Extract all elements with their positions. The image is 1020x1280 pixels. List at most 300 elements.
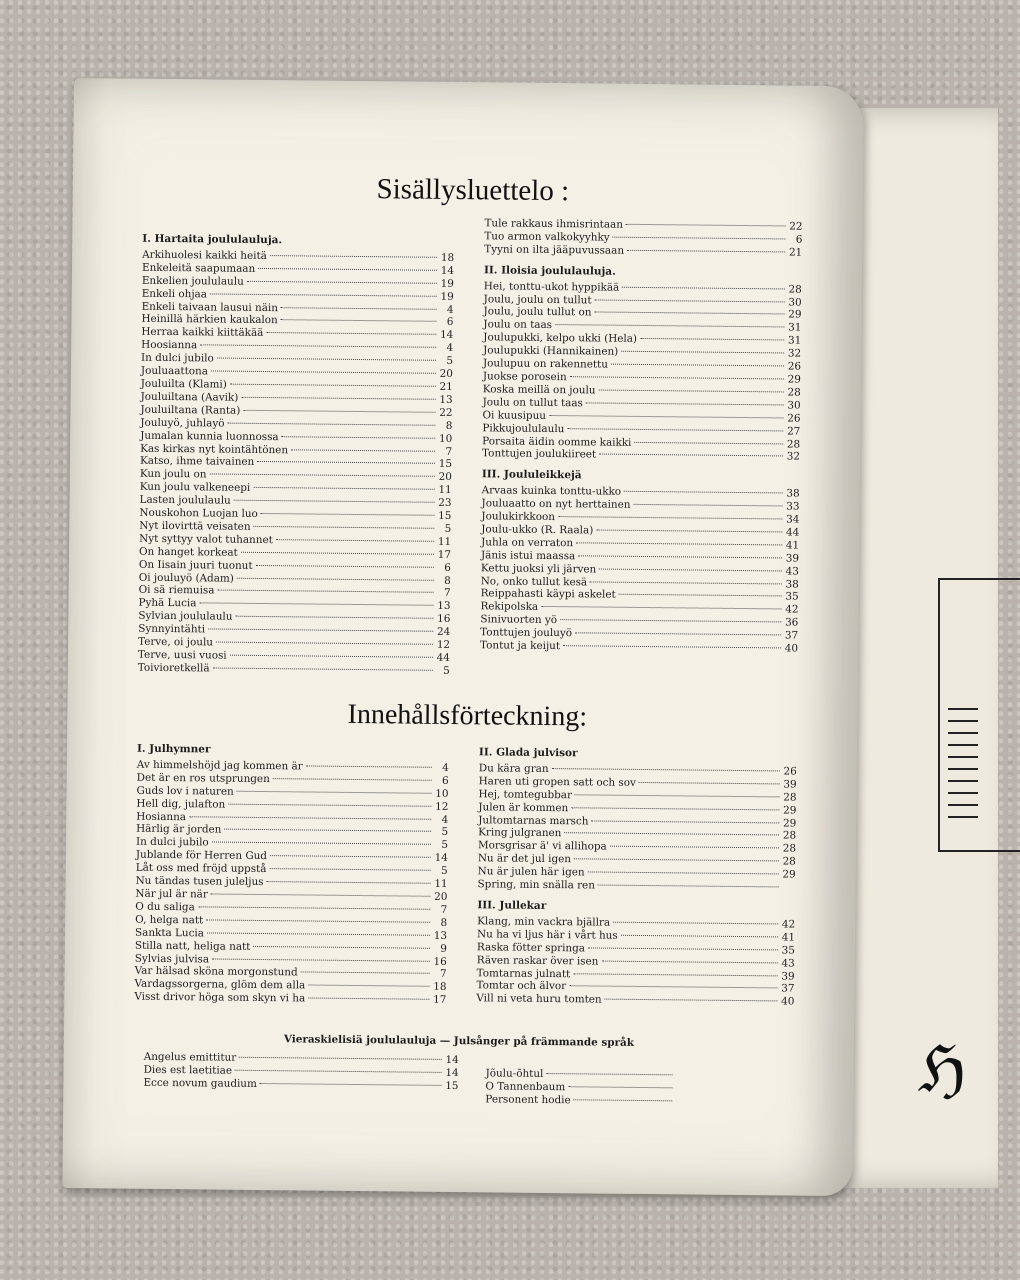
entry-title: Enkeleitä saapumaan bbox=[141, 261, 256, 275]
entry-title: In dulci jubilo bbox=[141, 351, 214, 365]
entry-title: Hoosianna bbox=[141, 338, 198, 352]
section-heading: I. Julhymner bbox=[136, 742, 211, 756]
dot-leader bbox=[212, 958, 430, 961]
entry-title: Du kära gran bbox=[478, 762, 549, 775]
toc-entry bbox=[480, 639, 798, 655]
entry-page-number: 4 bbox=[442, 761, 449, 774]
entry-page-number: 43 bbox=[785, 565, 799, 578]
entry-title: Kring julgranen bbox=[478, 826, 562, 840]
section-heading: III. Joululeikkejä bbox=[481, 468, 582, 482]
entry-title: Oi jouluyö (Adam) bbox=[138, 571, 234, 585]
finnish-right-column bbox=[480, 217, 803, 655]
entry-page-number: 4 bbox=[446, 342, 454, 355]
entry-title: Heinillä härkien kaukalon bbox=[141, 313, 278, 327]
entry-page-number: 35 bbox=[785, 590, 799, 604]
entry-title: Tontut ja keijut bbox=[480, 639, 561, 653]
dot-leader bbox=[634, 441, 783, 444]
dot-leader bbox=[575, 632, 781, 635]
entry-title: Haren uti gropen satt och sov bbox=[478, 775, 636, 789]
dot-leader bbox=[230, 655, 433, 658]
entry-page-number: 29 bbox=[782, 816, 797, 830]
dot-leader bbox=[613, 237, 786, 240]
dot-leader bbox=[308, 998, 429, 1000]
entry-title: Oi kuusipuu bbox=[482, 408, 547, 422]
entry-page-number: 21 bbox=[439, 380, 453, 393]
dot-leader bbox=[258, 268, 437, 271]
toc-entry bbox=[478, 878, 796, 894]
entry-page-number: 20 bbox=[439, 367, 453, 381]
entry-page-number: 5 bbox=[446, 355, 454, 368]
entry-page-number: 26 bbox=[787, 360, 802, 373]
entry-page-number: 28 bbox=[782, 855, 796, 868]
entry-title: Nu tändas tusen juleljus bbox=[135, 874, 264, 889]
entry-title: Enkelien joululaulu bbox=[141, 274, 244, 288]
dot-leader bbox=[270, 855, 431, 858]
dot-leader bbox=[189, 816, 431, 820]
dot-leader bbox=[210, 474, 435, 477]
entry-title: Vill ni veta huru tomten bbox=[476, 992, 602, 1006]
entry-page-number: 26 bbox=[787, 412, 801, 425]
dot-leader bbox=[199, 603, 433, 606]
dot-leader bbox=[267, 881, 431, 884]
entry-page-number: 8 bbox=[445, 419, 453, 432]
entry-page-number: 6 bbox=[446, 316, 454, 329]
dot-leader bbox=[281, 320, 437, 323]
swedish-right-column bbox=[476, 742, 797, 1009]
entry-page-number: 39 bbox=[781, 969, 795, 983]
dot-leader bbox=[541, 606, 781, 610]
dot-leader bbox=[595, 299, 785, 302]
swedish-left-column bbox=[134, 739, 449, 1007]
entry-title: Katso, ihme taivainen bbox=[139, 455, 255, 469]
dot-leader bbox=[235, 1070, 442, 1073]
entry-title: När jul är när bbox=[135, 887, 208, 901]
entry-title: Kun joulu valkeneepi bbox=[139, 480, 251, 495]
entry-page-number: 37 bbox=[784, 629, 799, 642]
dot-leader bbox=[599, 568, 782, 571]
dot-leader bbox=[591, 820, 779, 823]
entry-title: Tuo armon valkokyyhky bbox=[484, 230, 610, 244]
dot-leader bbox=[306, 765, 432, 767]
dot-leader bbox=[564, 833, 779, 836]
entry-title: Terve, oi joulu bbox=[138, 635, 214, 649]
dot-leader bbox=[569, 986, 777, 989]
dot-leader bbox=[243, 410, 435, 413]
entry-title: Tomtarnas julnatt bbox=[476, 966, 571, 980]
entry-page-number: 37 bbox=[781, 982, 795, 996]
entry-title: Räven raskar över isen bbox=[476, 953, 599, 968]
entry-title: Sinivuorten yö bbox=[480, 613, 558, 627]
entry-page-number: 39 bbox=[785, 552, 800, 565]
entry-page-number: 8 bbox=[440, 916, 448, 929]
dot-leader bbox=[586, 402, 784, 405]
entry-page-number: 44 bbox=[436, 651, 451, 664]
section-heading: I. Hartaita joululauluja. bbox=[142, 232, 283, 247]
entry-title: Porsaita äidin oomme kaikki bbox=[482, 434, 632, 449]
dot-leader bbox=[241, 552, 434, 555]
entry-page-number: 32 bbox=[786, 450, 801, 464]
entry-title: Joulu on taas bbox=[483, 318, 553, 332]
dot-leader bbox=[217, 358, 436, 361]
dot-leader bbox=[211, 893, 431, 896]
entry-page-number: 14 bbox=[440, 329, 454, 342]
entry-page-number: 15 bbox=[438, 509, 452, 523]
entry-title: Joulupukki (Hannikainen) bbox=[483, 344, 619, 358]
entry-title: Hej, tomtegubbar bbox=[478, 787, 573, 801]
dot-leader bbox=[270, 255, 437, 258]
dot-leader bbox=[598, 885, 779, 888]
toc-entry bbox=[143, 1077, 458, 1093]
entry-page-number: 19 bbox=[440, 277, 454, 290]
dot-leader bbox=[576, 542, 782, 545]
entry-page-number: 32 bbox=[787, 347, 802, 360]
entry-title: Joulu, joulu tullut on bbox=[483, 305, 592, 319]
finnish-left-column bbox=[138, 229, 455, 678]
entry-page-number: 9 bbox=[440, 942, 447, 955]
entry-page-number: 27 bbox=[787, 425, 801, 438]
entry-page-number: 22 bbox=[789, 220, 803, 233]
entry-title: Enkeli taivaan lausui näin bbox=[141, 300, 279, 314]
entry-title: Jouluiltana (Ranta) bbox=[140, 403, 241, 417]
entry-title: In dulci jubilo bbox=[135, 836, 209, 849]
entry-page-number: 7 bbox=[439, 968, 447, 981]
entry-title: Arkihuolesi kaikki heitä bbox=[142, 248, 267, 262]
entry-title: Nu ha vi ljus här i vårt hus bbox=[476, 928, 618, 942]
entry-title: Nyt syttyy valot tuhannet bbox=[139, 532, 273, 546]
entry-title: Nouskohon Luojan luo bbox=[139, 506, 258, 520]
dot-leader bbox=[217, 590, 433, 593]
entry-title: Tonttujen joulukiireet bbox=[482, 447, 597, 461]
entry-page-number: 31 bbox=[788, 321, 802, 334]
entry-page-number: 10 bbox=[438, 432, 453, 445]
entry-title: Juokse porosein bbox=[482, 370, 567, 384]
entry-page-number: 17 bbox=[433, 994, 447, 1007]
entry-page-number: 17 bbox=[437, 548, 452, 561]
dot-leader bbox=[228, 422, 436, 425]
entry-title: Jouluaatto on nyt herttainen bbox=[481, 497, 631, 511]
entry-page-number: 15 bbox=[438, 458, 453, 471]
entry-title: Raska fötter springa bbox=[476, 940, 586, 955]
entry-title: Låt oss med fröjd uppstå bbox=[135, 861, 267, 876]
entry-title: Ecce novum gaudium bbox=[143, 1076, 257, 1090]
entry-page-number: 10 bbox=[435, 787, 449, 800]
dot-leader bbox=[253, 946, 430, 949]
entry-page-number: 34 bbox=[786, 513, 800, 526]
dot-leader bbox=[241, 397, 435, 400]
dot-leader bbox=[235, 616, 433, 619]
dot-leader bbox=[269, 868, 430, 871]
entry-title: Nu är julen här igen bbox=[477, 865, 585, 879]
entry-page-number: 12 bbox=[436, 638, 451, 652]
entry-title: Pikkujoululaulu bbox=[482, 421, 565, 435]
entry-title: Joulu-ukko (R. Raala) bbox=[481, 523, 594, 537]
entry-page-number: 28 bbox=[783, 791, 797, 804]
entry-title: Tonttujen jouluyö bbox=[480, 626, 573, 640]
entry-page-number: 13 bbox=[439, 393, 453, 406]
entry-page-number: 14 bbox=[440, 264, 455, 277]
dot-leader bbox=[596, 529, 782, 532]
dot-leader bbox=[563, 645, 781, 648]
entry-page-number: 28 bbox=[782, 829, 797, 843]
entry-title: Lasten joululaulu bbox=[139, 493, 231, 507]
entry-title: On hanget korkeat bbox=[138, 545, 238, 559]
dot-leader bbox=[230, 384, 436, 387]
dot-leader bbox=[206, 919, 430, 922]
dot-leader bbox=[605, 999, 778, 1002]
dot-leader bbox=[560, 619, 781, 622]
entry-title: O, helga natt bbox=[135, 913, 204, 927]
entry-title: Angelus emittitur bbox=[143, 1050, 237, 1064]
dot-leader bbox=[253, 487, 434, 490]
dot-leader bbox=[601, 960, 777, 963]
entry-title: Dies est laetitiae bbox=[143, 1063, 233, 1077]
entry-page-number: 29 bbox=[782, 868, 796, 881]
dot-leader bbox=[590, 581, 782, 584]
dot-leader bbox=[210, 293, 437, 296]
entry-page-number: 5 bbox=[444, 522, 452, 535]
entry-title: Juhla on verraton bbox=[481, 536, 574, 550]
entry-page-number: 22 bbox=[439, 406, 453, 419]
entry-page-number: 30 bbox=[787, 399, 801, 412]
dot-leader bbox=[254, 526, 435, 529]
entry-title: Sylvias julvisa bbox=[134, 952, 210, 965]
entry-page-number: 28 bbox=[788, 283, 802, 296]
dot-leader bbox=[216, 642, 433, 645]
dot-leader bbox=[613, 922, 778, 925]
entry-title: Terve, uusi vuosi bbox=[137, 648, 227, 662]
dot-leader bbox=[588, 947, 778, 950]
entry-title: Oi sä riemuisa bbox=[138, 584, 215, 597]
entry-title: Morsgrisar ä' vi allihopa bbox=[477, 839, 607, 853]
dot-leader bbox=[211, 371, 436, 374]
entry-page-number: 33 bbox=[786, 500, 800, 513]
dot-leader bbox=[237, 577, 434, 580]
toc-entry bbox=[484, 243, 802, 259]
entry-title: Kun joulu on bbox=[139, 468, 207, 481]
entry-page-number: 23 bbox=[438, 496, 452, 510]
entry-title: Joulu on tullut taas bbox=[482, 396, 583, 410]
entry-page-number: 36 bbox=[785, 616, 799, 629]
entry-page-number: 8 bbox=[444, 574, 451, 587]
entry-title: Nu är det jul igen bbox=[477, 852, 572, 866]
dot-leader bbox=[234, 500, 435, 503]
entry-page-number: 26 bbox=[783, 765, 797, 778]
entry-title: Koska meillä on joulu bbox=[482, 383, 596, 397]
foreign-left-column bbox=[143, 1051, 458, 1093]
entry-title: Personent hodie bbox=[485, 1093, 571, 1107]
entry-title: Av himmelshöjd jag kommen är bbox=[136, 758, 303, 773]
entry-page-number: 20 bbox=[438, 471, 452, 484]
entry-page-number: 40 bbox=[784, 642, 799, 655]
entry-title: Joulu, joulu on tullut bbox=[483, 292, 592, 306]
entry-page-number: 13 bbox=[437, 600, 451, 613]
entry-title: Jouluilta (Klami) bbox=[140, 377, 227, 391]
entry-page-number: 18 bbox=[440, 251, 455, 264]
entry-page-number: 19 bbox=[440, 290, 454, 303]
dot-leader bbox=[301, 972, 430, 974]
dot-leader bbox=[281, 307, 437, 310]
entry-page-number: 7 bbox=[445, 445, 453, 458]
entry-title: Guds lov i naturen bbox=[136, 784, 234, 798]
entry-page-number: 28 bbox=[782, 842, 797, 855]
entry-page-number: 14 bbox=[445, 1053, 459, 1067]
entry-title: Tule rakkaus ihmisrintaan bbox=[484, 217, 623, 231]
entry-title: Sankta Lucia bbox=[134, 926, 205, 940]
dot-leader bbox=[640, 338, 784, 341]
dot-leader bbox=[626, 224, 786, 227]
entry-title: Jouluiltana (Aavik) bbox=[140, 390, 239, 404]
dot-leader bbox=[571, 807, 779, 810]
entry-title: Reippahasti käypi askelet bbox=[480, 587, 616, 602]
entry-title: Pyhä Lucia bbox=[138, 597, 197, 610]
dot-leader bbox=[291, 449, 435, 452]
entry-title: On Iisain juuri tuonut bbox=[138, 558, 253, 572]
entry-page-number: 11 bbox=[434, 877, 448, 891]
toc-entry bbox=[482, 448, 800, 464]
section-heading: II. Iloisia joululauluja. bbox=[483, 264, 616, 278]
toc-entry bbox=[476, 993, 794, 1009]
dot-leader bbox=[599, 454, 783, 457]
entry-page-number: 4 bbox=[441, 813, 449, 826]
entry-title: Hell dig, julafton bbox=[136, 797, 226, 811]
entry-title: Julen är kommen bbox=[478, 800, 569, 814]
entry-page-number: 5 bbox=[441, 865, 448, 878]
dot-leader bbox=[276, 539, 434, 542]
dot-leader bbox=[224, 829, 431, 832]
entry-title: Kas kirkas nyt kointähtönen bbox=[140, 442, 289, 456]
swedish-title: Innehållsförteckning: bbox=[347, 698, 588, 733]
entry-page-number: 14 bbox=[445, 1066, 459, 1079]
entry-page-number: 6 bbox=[795, 233, 803, 246]
dot-leader bbox=[212, 842, 431, 845]
entry-title: Tyyni on ilta jääpuvussaan bbox=[484, 243, 625, 257]
entry-page-number: 4 bbox=[446, 303, 454, 316]
foreign-songs-heading: Vieraskielisiä joululauluja — Julsånger på främmande språk bbox=[283, 1033, 634, 1049]
entry-page-number: 42 bbox=[785, 603, 799, 616]
entry-title: Sylvian joululaulu bbox=[138, 609, 233, 623]
entry-title: Kettu juoksi yli järven bbox=[480, 561, 597, 576]
entry-page-number: 18 bbox=[433, 981, 447, 994]
entry-title: Hosianna bbox=[136, 810, 187, 823]
entry-title: Jouluaattona bbox=[140, 364, 209, 378]
dot-leader bbox=[549, 415, 783, 418]
entry-title: Joulupukki, kelpo ukki (Hela) bbox=[483, 331, 638, 346]
dot-leader bbox=[237, 790, 432, 793]
entry-page-number: 28 bbox=[787, 386, 801, 399]
entry-page-number: 28 bbox=[786, 437, 801, 451]
entry-page-number: 41 bbox=[785, 539, 800, 552]
dot-leader bbox=[633, 504, 782, 507]
dot-leader bbox=[261, 513, 435, 516]
dot-leader bbox=[198, 906, 430, 909]
entry-title: Jänis istui maassa bbox=[480, 549, 576, 563]
entry-page-number: 44 bbox=[785, 526, 800, 539]
foreign-right-column bbox=[485, 1067, 675, 1108]
dot-leader bbox=[611, 364, 784, 367]
entry-title: Hei, tonttu-ukot hyppikää bbox=[483, 279, 620, 294]
entry-title: Joulupuu on rakennettu bbox=[482, 357, 608, 371]
dot-leader bbox=[627, 250, 785, 253]
entry-page-number: 14 bbox=[434, 852, 448, 865]
dot-leader bbox=[200, 345, 436, 348]
finnish-title: Sisällysluettelo : bbox=[376, 173, 570, 208]
entry-title: Visst drivor höga som skyn vi ha bbox=[134, 990, 306, 1005]
entry-title: Jumalan kunnia luonnossa bbox=[140, 429, 279, 443]
dot-leader bbox=[558, 516, 782, 519]
entry-title: Var hälsad sköna morgonstund bbox=[134, 965, 298, 979]
dot-leader bbox=[228, 803, 431, 806]
entry-page-number: 5 bbox=[441, 839, 449, 852]
dot-leader bbox=[273, 778, 432, 781]
entry-page-number: 31 bbox=[787, 334, 802, 347]
entry-page-number: 16 bbox=[437, 613, 451, 626]
dot-leader bbox=[555, 324, 784, 327]
entry-title: Arvaas kuinka tonttu-ukko bbox=[481, 484, 622, 498]
entry-page-number: 20 bbox=[434, 890, 448, 903]
ornamental-initial: ℌ bbox=[918, 1033, 967, 1107]
dot-leader bbox=[574, 859, 779, 862]
entry-page-number: 39 bbox=[783, 778, 797, 791]
toc-entry bbox=[485, 1093, 675, 1108]
entry-page-number: 35 bbox=[781, 944, 795, 957]
entry-title: No, onko tullut kesä bbox=[480, 574, 588, 588]
dot-leader bbox=[568, 1086, 672, 1088]
dot-leader bbox=[599, 389, 784, 392]
entry-title: Klang, min vackra bjällra bbox=[477, 915, 611, 929]
entry-page-number: 7 bbox=[443, 587, 451, 600]
entry-page-number: 6 bbox=[441, 774, 449, 787]
dot-leader bbox=[239, 1057, 442, 1060]
entry-page-number: 11 bbox=[437, 535, 452, 548]
dot-leader bbox=[552, 768, 780, 771]
dot-leader bbox=[260, 1083, 442, 1086]
entry-page-number: 38 bbox=[786, 487, 800, 500]
entry-page-number: 15 bbox=[445, 1079, 459, 1092]
dot-leader bbox=[207, 932, 430, 935]
entry-page-number: 29 bbox=[788, 308, 802, 322]
entry-title: Nyt ilovirttä veisaten bbox=[139, 519, 251, 533]
dot-leader bbox=[594, 312, 784, 315]
entry-title: O du saliga bbox=[135, 900, 195, 914]
dot-leader bbox=[639, 782, 780, 784]
dot-leader bbox=[610, 846, 779, 849]
music-staff-graphic bbox=[948, 708, 978, 828]
entry-title: Jouluyö, juhlayö bbox=[140, 416, 225, 430]
entry-title: Toivioretkellä bbox=[137, 661, 210, 675]
dot-leader bbox=[573, 973, 777, 976]
dot-leader bbox=[266, 332, 436, 335]
entry-page-number: 12 bbox=[435, 800, 449, 813]
dot-leader bbox=[574, 1099, 673, 1101]
entry-page-number: 16 bbox=[433, 955, 447, 968]
dot-leader bbox=[282, 436, 436, 439]
entry-title: Joulukirkkoon bbox=[481, 510, 556, 524]
entry-page-number: 5 bbox=[441, 826, 449, 839]
dot-leader bbox=[578, 555, 782, 558]
dot-leader bbox=[621, 351, 784, 354]
dot-leader bbox=[567, 428, 783, 431]
dot-leader bbox=[575, 794, 780, 797]
entry-title: Härlig är jorden bbox=[136, 823, 222, 837]
entry-title: Synnyintähti bbox=[138, 622, 206, 636]
dot-leader bbox=[621, 935, 778, 938]
entry-title: Jõulu-õhtul bbox=[485, 1067, 544, 1080]
entry-page-number: 11 bbox=[438, 484, 452, 497]
entry-page-number: 40 bbox=[781, 995, 795, 1008]
entry-page-number: 43 bbox=[781, 957, 795, 970]
entry-title: Jultomtarnas marsch bbox=[478, 813, 589, 827]
dot-leader bbox=[308, 985, 429, 987]
